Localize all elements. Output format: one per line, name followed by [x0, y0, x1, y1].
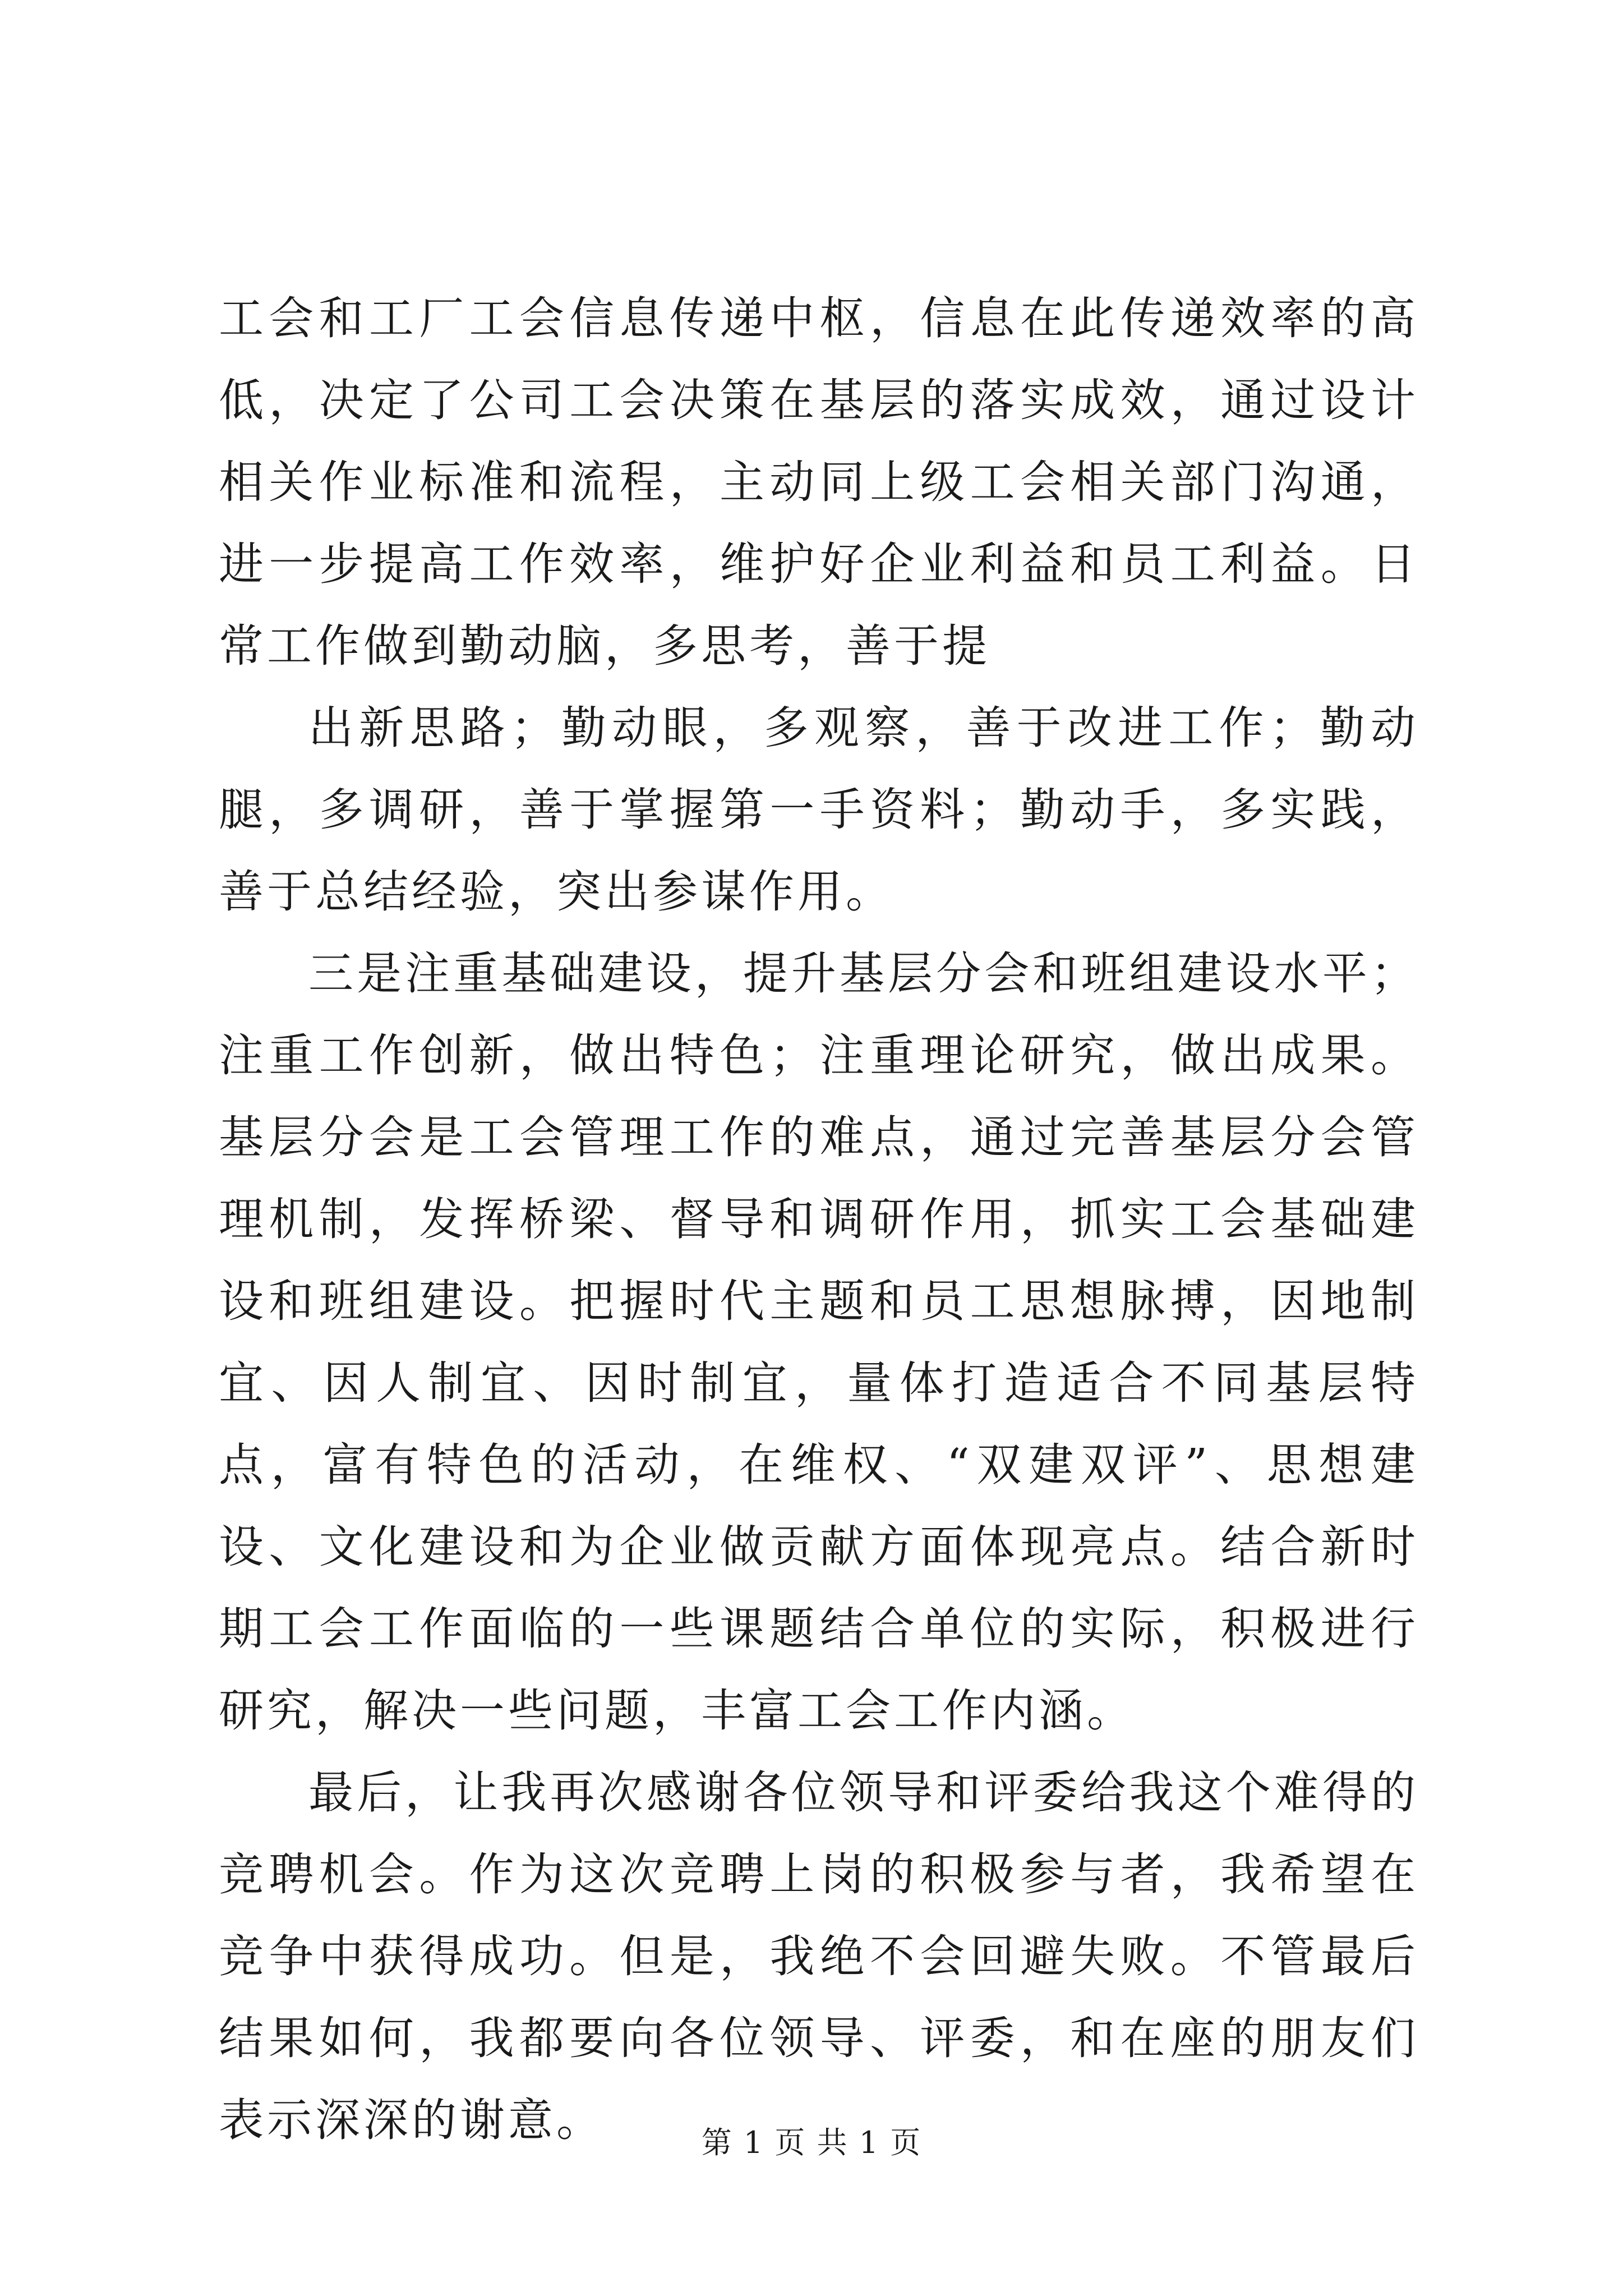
document-body: [219, 278, 1419, 2161]
page-footer: 第 1 页 共 1 页: [701, 2125, 922, 2160]
paragraph-1: 工会和工厂工会信息传递中枢，信息在此传递效率的高低，决定了公司工会决策在基层的落实成效，通过设计相关作业标准和流程，主动同上级工会相关部门沟通，进一步提高工作效率，维护好企业利益和员工利益。日常工作做到勤动脑，多思考，善于提: [219, 292, 1419, 672]
paragraph-4: 最后，让我再次感谢各位领导和评委给我这个难得的竞聘机会。作为这次竞聘上岗的积极参与者，我希望在竞争中获得成功。但是，我绝不会回避失败。不管最后结果如何，我都要向各位领导、评委，和在座的朋友们表示深深的谢意。: [219, 1766, 1419, 2146]
paragraph-2: 出新思路；勤动眼，多观察，善于改进工作；勤动腿，多调研，善于掌握第一手资料；勤动手，多实践，善于总结经验，突出参谋作用。: [219, 702, 1419, 918]
paragraph-3: 三是注重基础建设，提升基层分会和班组建设水平；注重工作创新，做出特色；注重理论研究，做出成果。基层分会是工会管理工作的难点，通过完善基层分会管理机制，发挥桥梁、督导和调研作用，抓实工会基础建设和班组建设。把握时代主题和员工思想脉搏，因地制宜、因人制宜、因时制宜，量体打造适合不同基层特点，富有特色的活动，在维权、“双建双评”、思想建设、文化建设和为企业做贡献方面体现亮点。结合新时期工会工作面临的一些课题结合单位的实际，积极进行研究，解决一些问题，丰富工会工作内涵。: [219, 947, 1419, 1737]
